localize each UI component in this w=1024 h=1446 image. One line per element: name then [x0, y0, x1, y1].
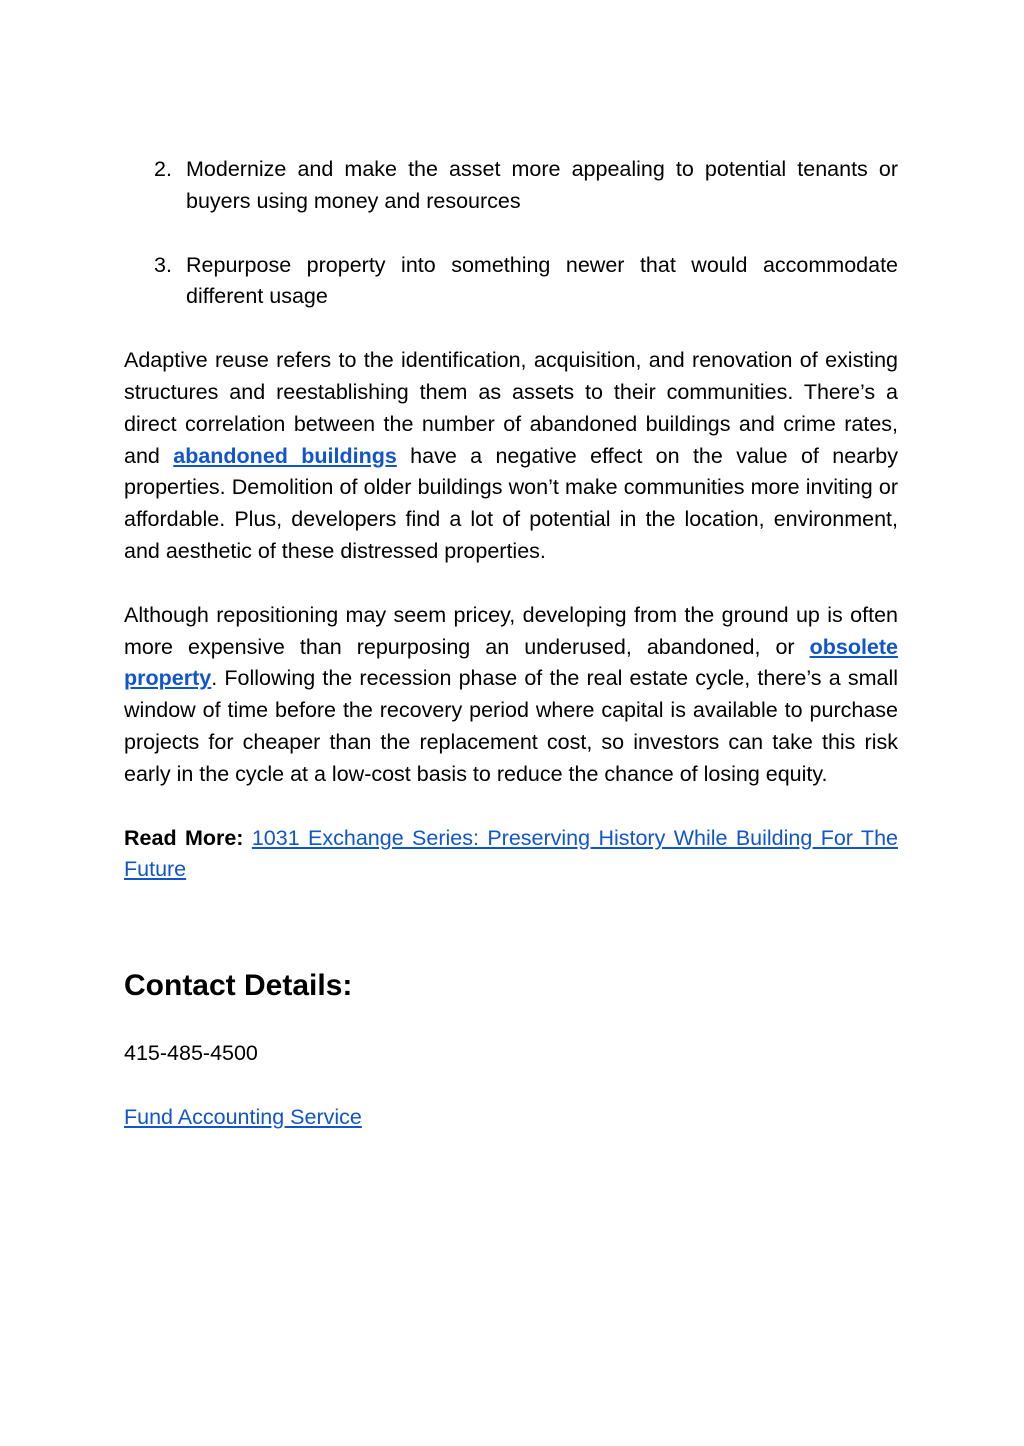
list-item — [124, 154, 898, 218]
document-page — [124, 154, 898, 1166]
contact-heading: Contact Details: — [124, 969, 353, 1003]
fund-accounting-service-link[interactable]: Fund Accounting Service — [124, 1104, 362, 1129]
list-item — [124, 250, 898, 314]
paragraph-text: Although repositioning may seem pricey, developing from the ground up is often more expensive than repurposing an underused, abandoned, or — [124, 602, 898, 659]
list-item-text: Repurpose property into something newer that would accommodate different usage — [186, 252, 898, 309]
contact-link-line — [124, 1102, 898, 1134]
paragraph-text: Adaptive reuse refers to the identification, acquisition, and renovation of existing structures and reestablishing them as assets to their communities. There’s a direct correlation between the number of abandoned buildings and crime rates, and — [124, 348, 898, 468]
list-number: 3. — [154, 252, 172, 277]
contact-phone: 415-485-4500 — [124, 1041, 258, 1066]
adaptive-reuse-paragraph — [124, 345, 898, 568]
read-more-line — [124, 823, 898, 887]
list-item-text: Modernize and make the asset more appealing to potential tenants or buyers using money and resources — [186, 157, 898, 213]
list-number: 2. — [154, 157, 172, 181]
numbered-list — [124, 154, 898, 313]
repositioning-paragraph — [124, 600, 898, 791]
read-more-label: Read More: — [124, 825, 244, 850]
read-more-link[interactable]: 1031 Exchange Series: Preserving History While Building For The Future — [124, 825, 898, 882]
paragraph-text: . Following the recession phase of the real estate cycle, there’s a small window of time before the recovery period where capital is available to purchase projects for cheaper than the replacement cost, so investors can take this risk early in the cycle at a low-cost basis to reduce the chance of losing equity. — [124, 666, 898, 786]
abandoned-buildings-link[interactable]: abandoned buildings — [173, 443, 397, 468]
paragraph-text: have a negative effect on the value of nearby properties. Demolition of older buildings won’t make communities more inviting or affordable. Plus, developers find a lot of potential in the location, environment, and aesthetic of these distressed properties. — [124, 443, 898, 563]
obsolete-property-link[interactable]: obsolete property — [124, 634, 898, 691]
